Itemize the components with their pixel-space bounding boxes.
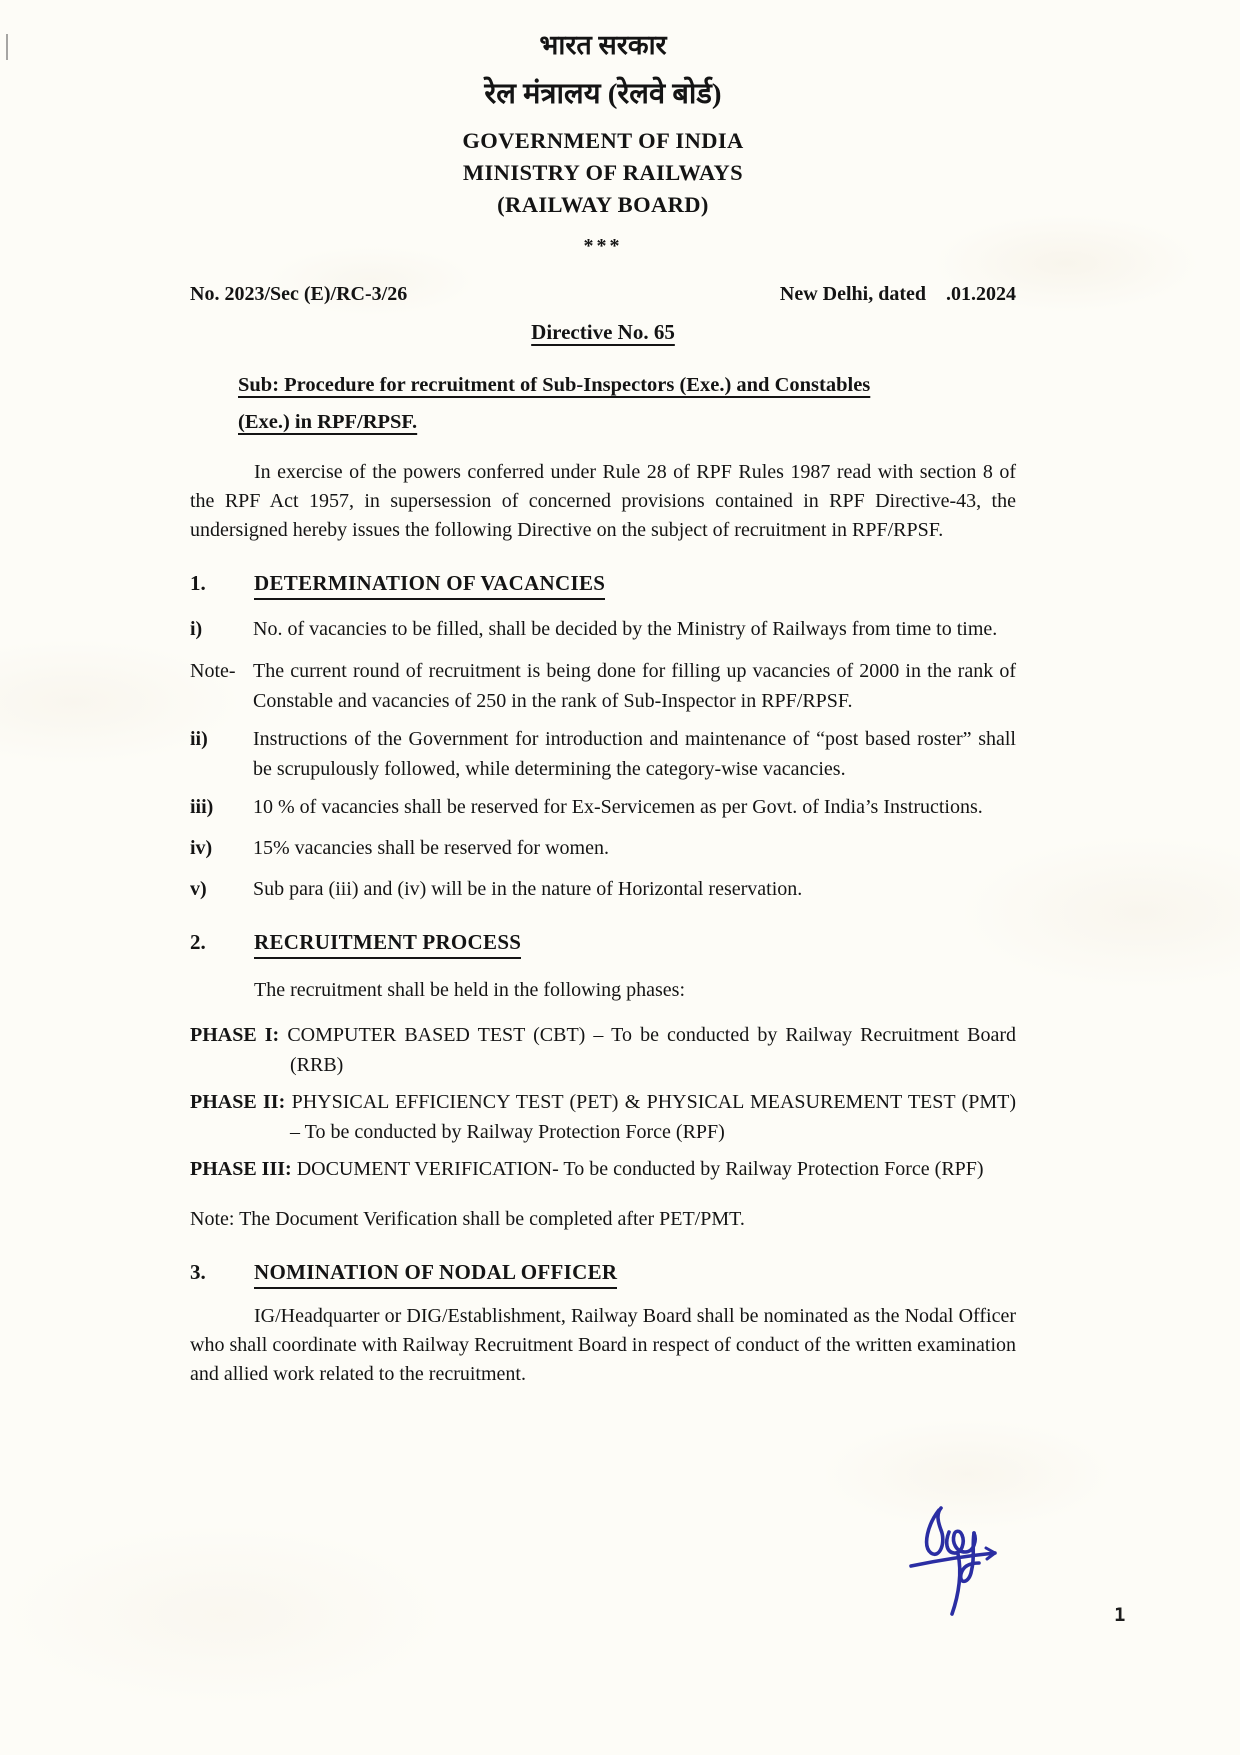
directive-title: Directive No. 65 xyxy=(531,319,675,344)
section-2-number: 2. xyxy=(190,930,206,955)
list-item-i xyxy=(190,610,1016,648)
list-item-note-marker: Note- xyxy=(190,660,236,683)
section-3-number: 3. xyxy=(190,1260,206,1285)
section-1-number: 1. xyxy=(190,571,206,596)
subject-block xyxy=(238,367,928,442)
section-1-heading xyxy=(190,571,1016,600)
phase-1-row xyxy=(190,1020,1016,1080)
phase-1-text: COMPUTER BASED TEST (CBT) – To be conducted by Railway Recruitment Board (RRB) xyxy=(279,1024,1016,1077)
letterhead-railway-board: (RAILWAY BOARD) xyxy=(497,192,709,218)
phase-3-text: DOCUMENT VERIFICATION- To be conducted by Railway Protection Force (RPF) xyxy=(291,1158,984,1181)
list-item-iv-marker: iv) xyxy=(190,837,213,860)
phase-2-label: PHASE II: xyxy=(190,1091,286,1114)
section-3-title: NOMINATION OF NODAL OFFICER xyxy=(254,1260,617,1289)
list-item-iii xyxy=(190,792,1016,822)
section-2-heading xyxy=(190,930,1016,959)
list-item-v-marker: v) xyxy=(190,878,207,901)
letterhead xyxy=(190,28,1016,258)
list-item-iii-text: 10 % of vacancies shall be reserved for Ex-Servicemen as per Govt. of India’s Instructions. xyxy=(253,796,983,819)
list-item-v xyxy=(190,874,1016,904)
list-item-i-marker: i) xyxy=(190,618,203,641)
letterhead-separator-stars: *** xyxy=(583,234,623,257)
letterhead-ministry-of-railways: MINISTRY OF RAILWAYS xyxy=(462,160,744,186)
list-item-iv xyxy=(190,833,1016,863)
list-item-i-text: No. of vacancies to be filled, shall be decided by the Ministry of Railways from time to time. xyxy=(253,618,998,641)
section-2-title: RECRUITMENT PROCESS xyxy=(254,930,521,959)
section-1-title: DETERMINATION OF VACANCIES xyxy=(254,571,605,600)
reference-number: No. 2023/Sec (E)/RC-3/26 xyxy=(190,282,408,305)
page-number: 1 xyxy=(1114,1604,1126,1626)
list-item-iv-text: 15% vacancies shall be reserved for women. xyxy=(253,837,609,860)
phase-2-row xyxy=(190,1087,1016,1147)
subject-line-2: (Exe.) in RPF/RPSF. xyxy=(238,411,418,434)
document-verification-note: Note: The Document Verification shall be completed after PET/PMT. xyxy=(190,1208,745,1231)
phase-3-label: PHASE III: xyxy=(190,1158,292,1181)
list-item-ii xyxy=(190,724,1016,784)
list-item-ii-text: Instructions of the Government for introduction and maintenance of “post based roster” shall be scrupulously followed, while determining the category-wise vacancies. xyxy=(253,728,1016,781)
list-item-v-text: Sub para (iii) and (iv) will be in the nature of Horizontal reservation. xyxy=(253,878,803,901)
scan-edge-artifact xyxy=(6,34,8,60)
phase-2-text: PHYSICAL EFFICIENCY TEST (PET) & PHYSICAL MEASUREMENT TEST (PMT) – To be conducted by Railway Protection Force (RPF) xyxy=(285,1091,1017,1144)
intro-paragraph: In exercise of the powers conferred under Rule 28 of RPF Rules 1987 read with section 8 of the RPF Act 1957, in supersession of concerned provisions contained in RPF Directive-43, the undersigned hereby issues the following Directive on the subject of recruitment in RPF/RPSF. xyxy=(190,461,1016,542)
signature-ink xyxy=(903,1496,1023,1618)
section-3-paragraph: IG/Headquarter or DIG/Establishment, Railway Board shall be nominated as the Nodal Officer who shall coordinate with Railway Recruitment Board in respect of conduct of the written examination and allied work related to the recruitment. xyxy=(190,1305,1016,1386)
phase-1-label: PHASE I: xyxy=(190,1024,280,1047)
list-item-iii-marker: iii) xyxy=(190,796,214,819)
list-item-note-text: The current round of recruitment is being done for filling up vacancies of 2000 in the rank of Constable and vacancies of 250 in the rank of Sub-Inspector in RPF/RPSF. xyxy=(253,660,1016,713)
place-and-date: New Delhi, dated .01.2024 xyxy=(779,282,1016,305)
section-3-heading xyxy=(190,1260,1016,1289)
list-item-note xyxy=(190,656,1016,716)
letterhead-govt-of-india: GOVERNMENT OF INDIA xyxy=(462,127,744,153)
letterhead-hindi-line-1: भारत सरकार xyxy=(539,30,667,60)
list-item-ii-marker: ii) xyxy=(190,728,208,751)
phase-3-row xyxy=(190,1154,1016,1184)
section-2-intro: The recruitment shall be held in the following phases: xyxy=(254,979,685,1002)
reference-row xyxy=(190,283,1016,306)
letterhead-hindi-line-2: रेल मंत्रालय (रेलवे बोर्ड) xyxy=(484,78,722,111)
subject-line-1: Sub: Procedure for recruitment of Sub-Inspectors (Exe.) and Constables xyxy=(238,373,871,396)
